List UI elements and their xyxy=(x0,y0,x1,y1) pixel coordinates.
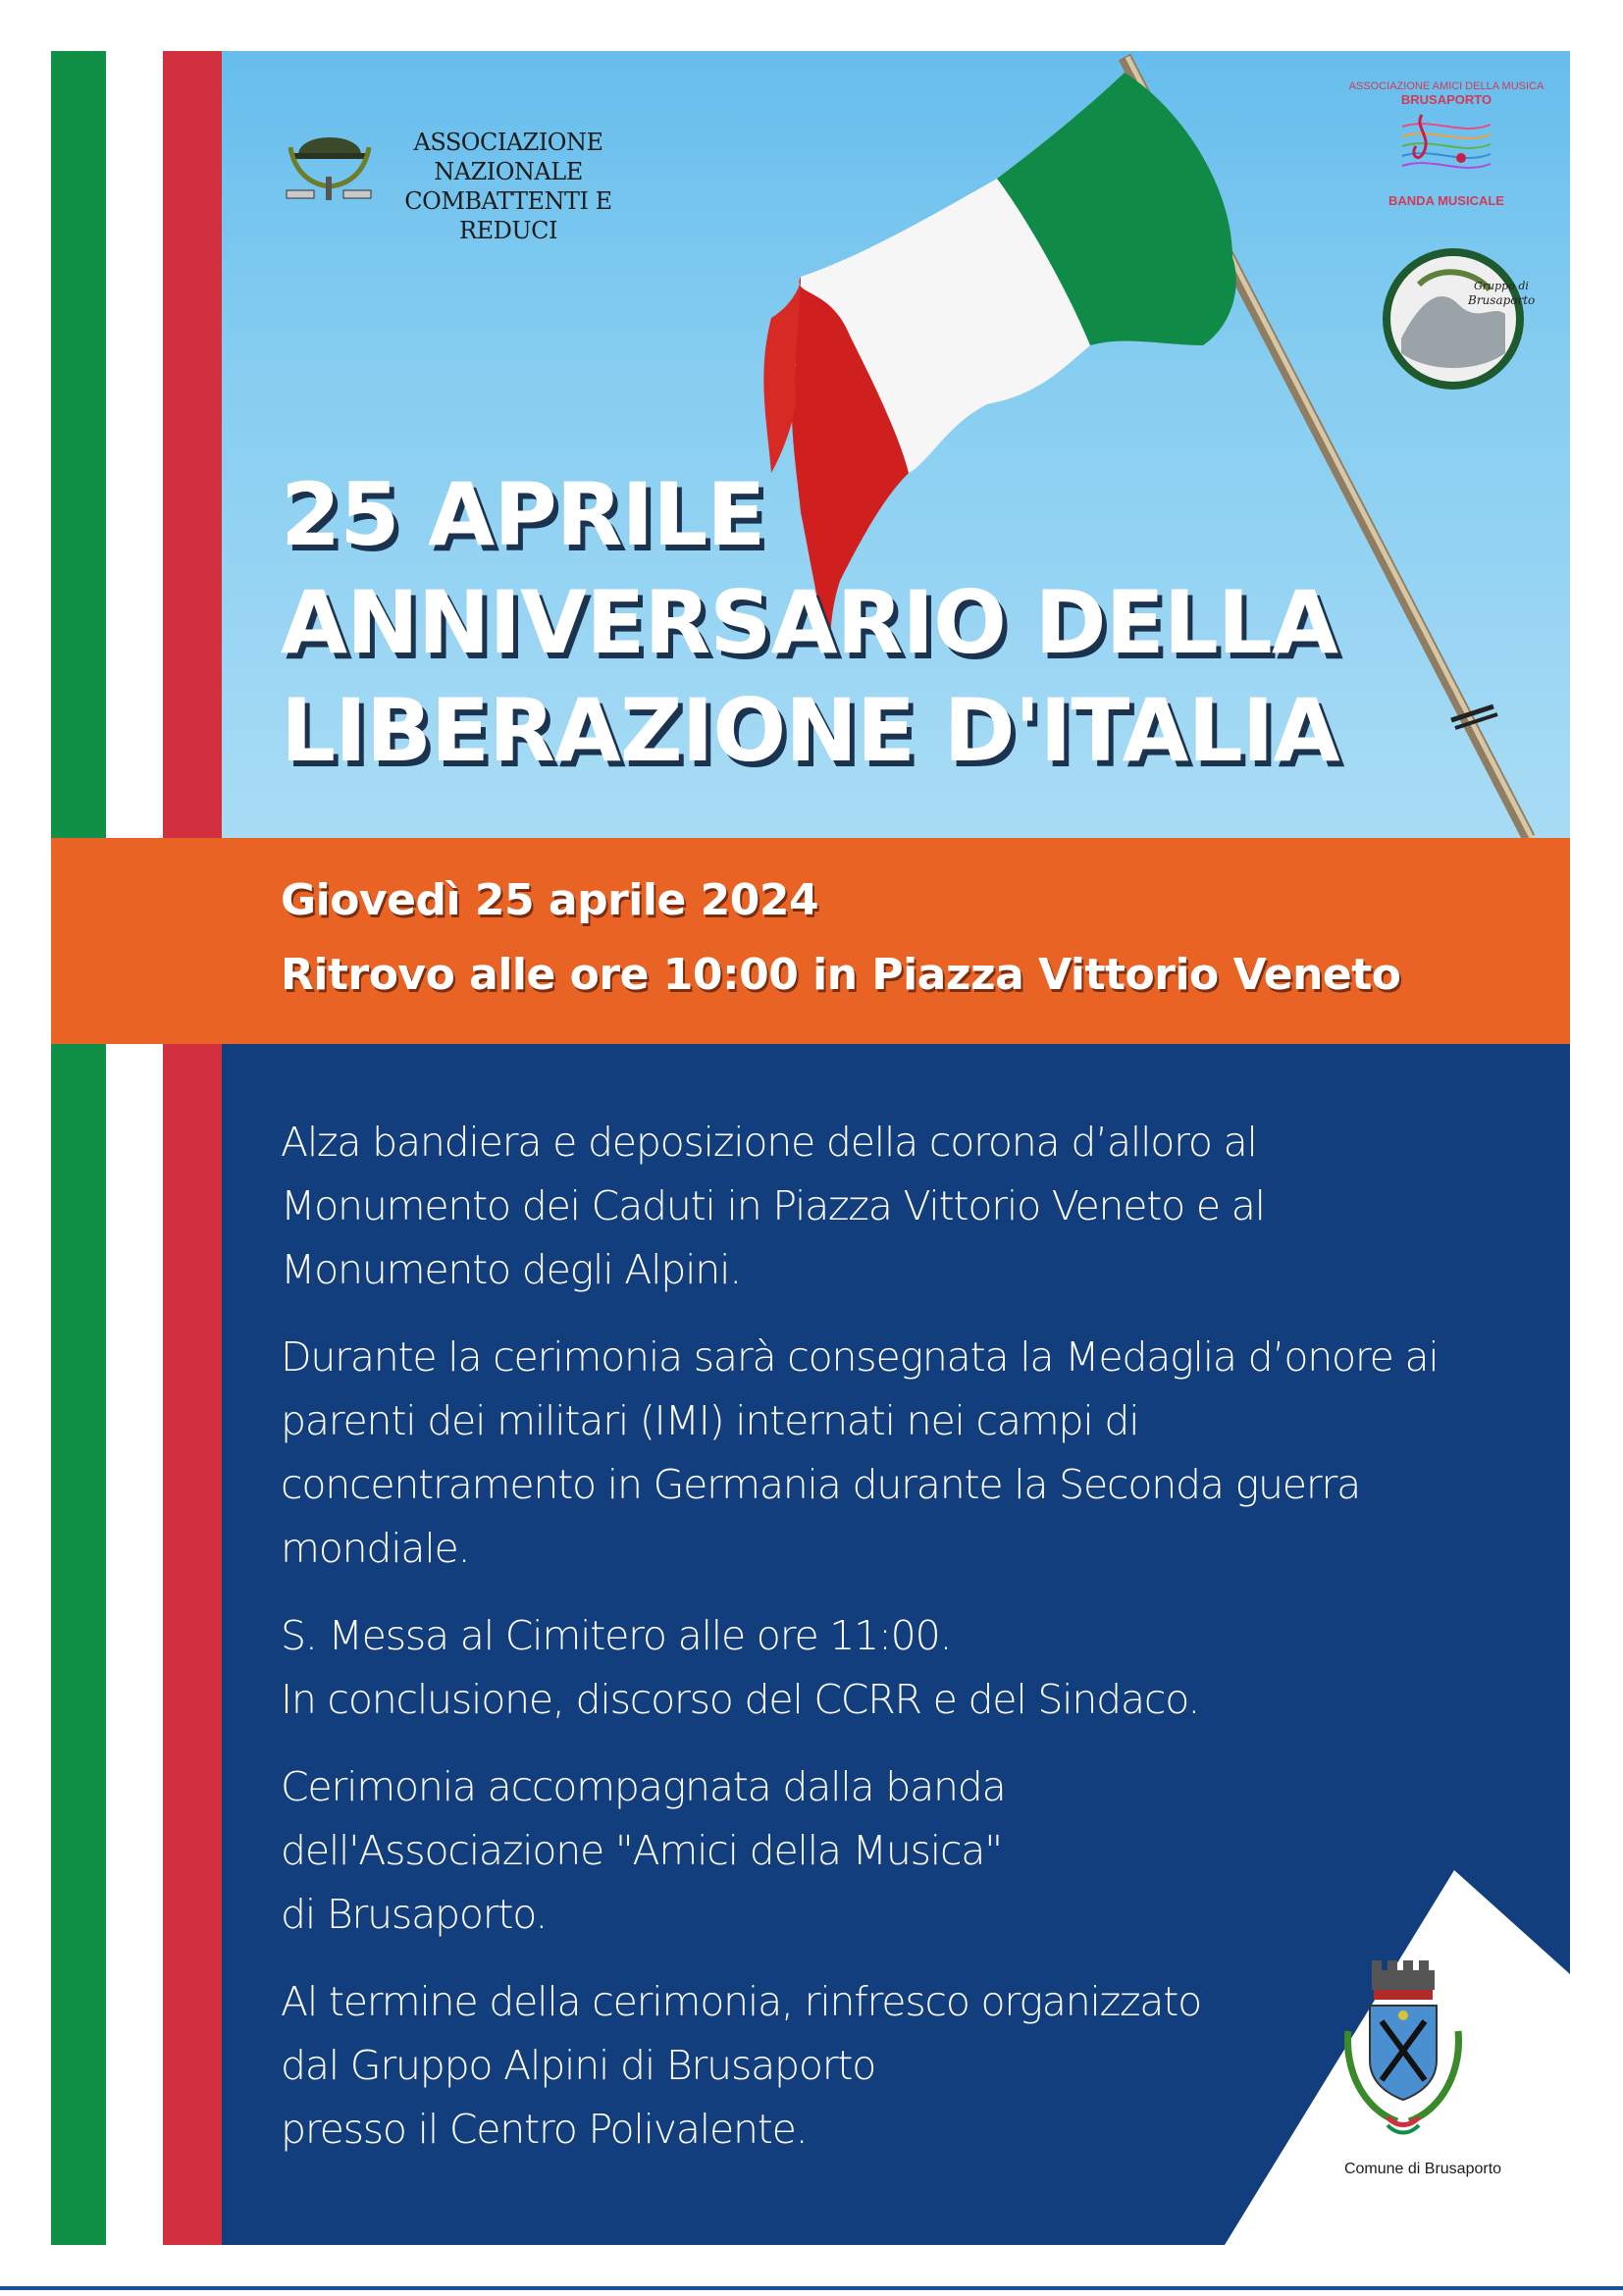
bottom-rule xyxy=(0,2286,1623,2290)
music-staff-icon xyxy=(1392,107,1500,185)
paragraph-medal xyxy=(281,1326,1507,1581)
ancr-line1: ASSOCIAZIONE NAZIONALE xyxy=(413,129,603,185)
banda-town: BRUSAPORTO xyxy=(1400,92,1492,107)
paragraph-mass xyxy=(281,1604,1507,1732)
program-text xyxy=(281,1111,1507,2185)
ancr-logo xyxy=(281,118,634,244)
banda-name: BANDA MUSICALE xyxy=(1388,193,1504,208)
stripe-green xyxy=(51,51,106,2245)
paragraph-flag xyxy=(281,1111,1507,1302)
date-band xyxy=(51,838,1570,1044)
text-line: Al termine della cerimonia, rinfresco organizzato xyxy=(281,1978,1201,2025)
paragraph-band xyxy=(281,1755,1507,1947)
text-line: mondiale. xyxy=(281,1525,470,1572)
text-line: Monumento degli Alpini. xyxy=(281,1246,742,1293)
svg-text:Gruppo di: Gruppo di xyxy=(1474,280,1529,292)
meeting-info: Ritrovo alle ore 10:00 in Piazza Vittorio Veneto xyxy=(281,950,1401,1000)
text-line: dal Gruppo Alpini di Brusaporto xyxy=(281,2042,876,2089)
comune-label: Comune di Brusaporto xyxy=(1343,2161,1502,2177)
text-line: Monumento dei Caduti in Piazza Vittorio Veneto e al xyxy=(281,1182,1265,1229)
helmet-laurel-icon xyxy=(281,118,379,206)
stripe-white xyxy=(106,51,163,2245)
text-line: parenti dei militari (IMI) internati nei campi di xyxy=(281,1397,1139,1444)
text-line: S. Messa al Cimitero alle ore 11:00. xyxy=(281,1612,952,1659)
text-line: Cerimonia accompagnata dalla banda xyxy=(281,1763,1006,1810)
text-line: Alza bandiera e deposizione della corona d’alloro al xyxy=(281,1119,1257,1166)
title-line-1: 25 APRILE xyxy=(281,464,765,565)
title-line-2: ANNIVERSARIO DELLA xyxy=(281,572,1337,673)
alpini-badge-icon xyxy=(1380,245,1536,392)
paragraph-refreshment xyxy=(281,1970,1507,2162)
svg-text:Brusaporto: Brusaporto xyxy=(1468,293,1536,307)
banda-logo xyxy=(1348,80,1544,208)
page-title xyxy=(281,461,1360,785)
ancr-line2: COMBATTENTI E REDUCI xyxy=(404,187,612,244)
coat-of-arms-icon xyxy=(1335,1953,1472,2149)
banda-association: ASSOCIAZIONE AMICI DELLA MUSICA xyxy=(1348,80,1544,92)
text-line: di Brusaporto. xyxy=(281,1891,548,1938)
text-line: concentramento in Germania durante la Seconda guerra xyxy=(281,1461,1361,1508)
title-line-3: LIBERAZIONE D'ITALIA xyxy=(281,680,1339,781)
event-date: Giovedì 25 aprile 2024 xyxy=(281,875,819,925)
text-line: presso il Centro Polivalente. xyxy=(281,2106,808,2153)
text-line: Durante la cerimonia sarà consegnata la Medaglia d’onore ai xyxy=(281,1333,1439,1381)
text-line: In conclusione, discorso del CCRR e del Sindaco. xyxy=(281,1676,1200,1723)
stripe-red xyxy=(163,51,222,2245)
hero-section xyxy=(222,51,1570,838)
text-line: dell'Associazione "Amici della Musica" xyxy=(281,1827,1002,1874)
